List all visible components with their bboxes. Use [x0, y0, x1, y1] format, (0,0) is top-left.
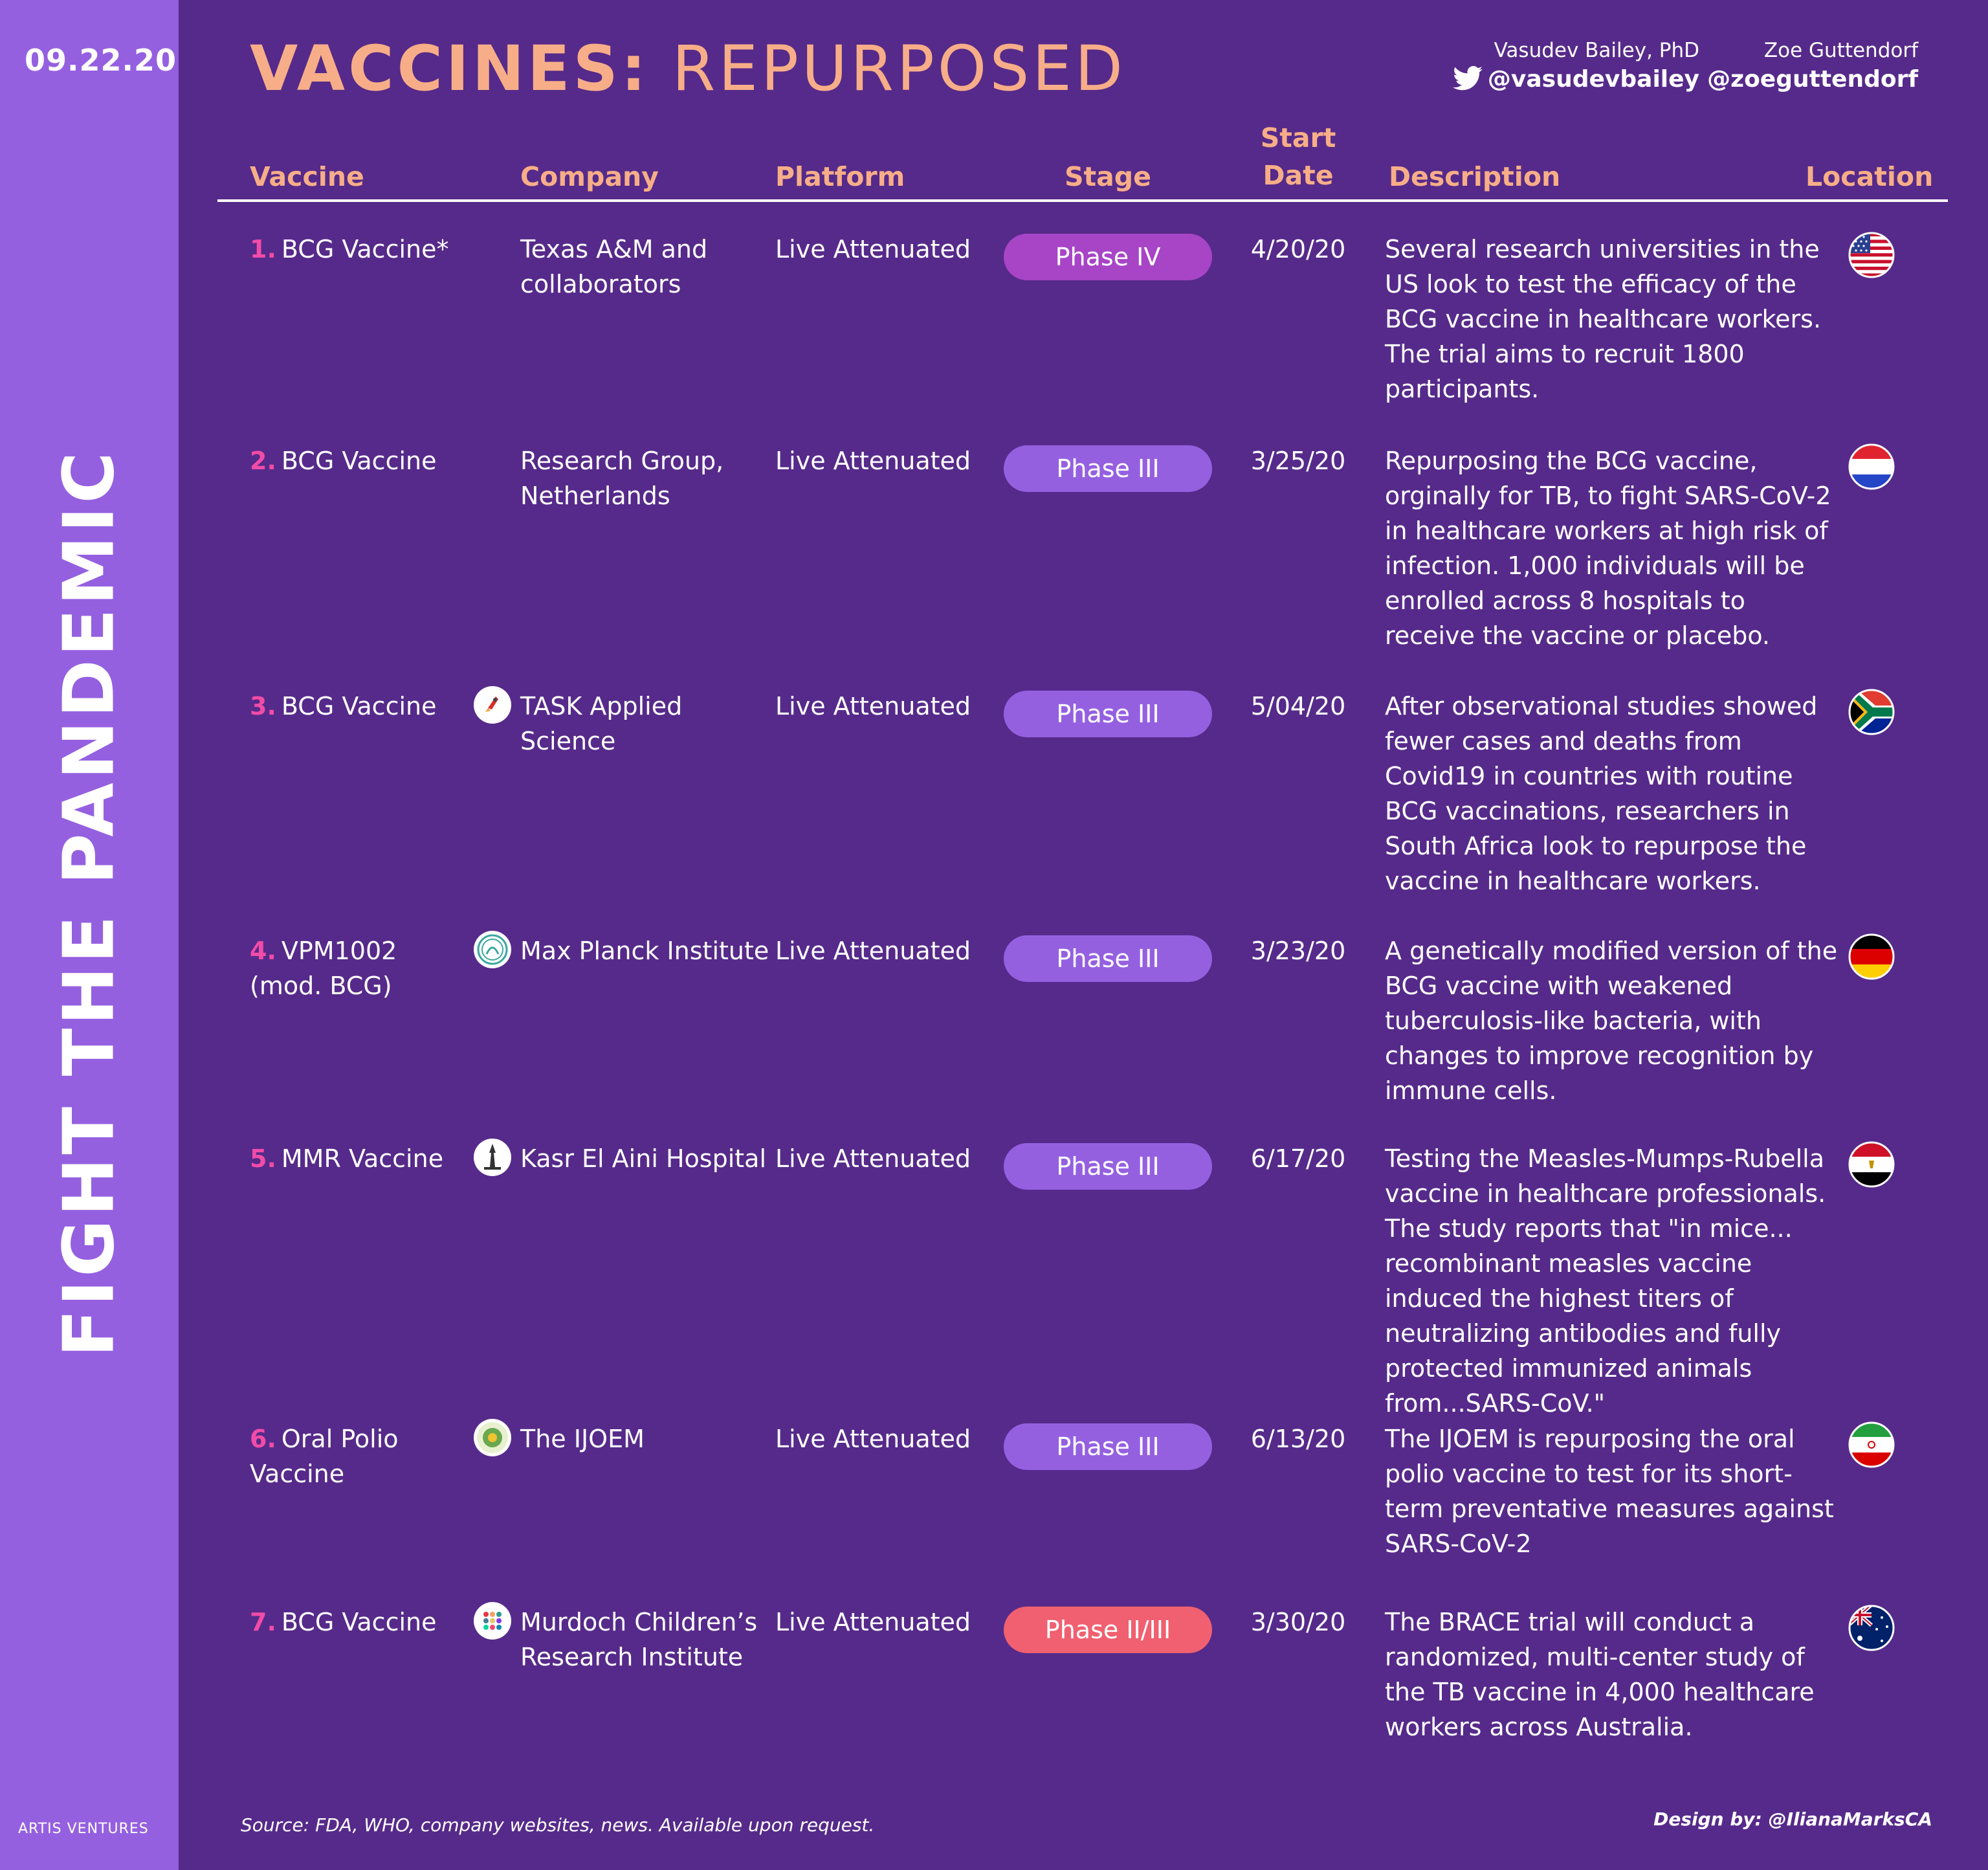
- author-name: Zoe Guttendorf: [1763, 39, 1918, 62]
- iran-flag-icon: [1848, 1421, 1895, 1468]
- company-name: The IJOEM: [520, 1425, 645, 1453]
- twitter-bird-icon: [1453, 66, 1483, 96]
- start-date: 3/25/20: [1250, 447, 1346, 475]
- author-handle[interactable]: @zoeguttendorf: [1707, 66, 1918, 93]
- stage-badge: Phase II/III: [1004, 1607, 1212, 1653]
- description-text: Several research universities in the US look to test the efficacy of the BCG vaccine in healthcare workers. The trial aims to recruit 1800 participants.: [1385, 235, 1822, 403]
- author-handle-text: @vasudevbailey: [1487, 66, 1699, 93]
- south-africa-flag-icon: [1848, 689, 1895, 735]
- platform-name: Live Attenuated: [775, 1608, 971, 1636]
- start-date: 3/23/20: [1250, 937, 1346, 965]
- row-number: 5.: [250, 1144, 276, 1173]
- stage-badge: Phase III: [1004, 935, 1212, 982]
- author-name: Vasudev Bailey, PhD: [1494, 39, 1699, 62]
- australia-flag-icon: [1848, 1605, 1895, 1651]
- description-text: The BRACE trial will conduct a randomized, multi-center study of the TB vaccine in 4,000 healthcare workers across Australia.: [1385, 1608, 1815, 1741]
- page-title: [250, 32, 1126, 105]
- platform-name: Live Attenuated: [775, 235, 971, 263]
- start-date: 4/20/20: [1250, 235, 1346, 263]
- vaccine-cell: [250, 1421, 463, 1491]
- vaccine-name: BCG Vaccine: [281, 692, 437, 720]
- row-number: 4.: [250, 937, 276, 965]
- stage-badge: Phase III: [1004, 691, 1212, 737]
- vaccine-name: BCG Vaccine: [281, 447, 437, 475]
- netherlands-flag-icon: [1848, 443, 1895, 490]
- vaccine-name: VPM1002 (mod. BCG): [250, 937, 397, 1000]
- sidebar-title: FIGHT THE PANDEMIC: [49, 449, 130, 1357]
- brand-label: ARTIS VENTURES: [18, 1821, 149, 1837]
- row-number: 2.: [250, 447, 276, 475]
- max-planck-logo-icon: [474, 931, 511, 968]
- description-text: Repurposing the BCG vaccine, orginally for TB, to fight SARS-CoV-2 in healthcare workers at high risk of infection. 1,000 individuals will be enrolled across 8 hospitals to receive the vaccine or placebo.: [1385, 447, 1831, 650]
- vaccine-cell: [250, 933, 463, 1003]
- ijoem-logo-icon: [474, 1419, 511, 1456]
- germany-flag-icon: [1848, 933, 1895, 980]
- header-start-line2: Date: [1263, 160, 1334, 191]
- vaccine-name: BCG Vaccine*: [281, 235, 449, 263]
- description-text: Testing the Measles-Mumps-Rubella vaccine in healthcare professionals. The study reports that "in mice... recombinant measles vaccine induced the highest titers of neutralizing antibodies and fully protected immunized animals from...SARS-CoV.": [1385, 1144, 1826, 1418]
- author-zoe: [1707, 39, 1918, 93]
- header-location: Location: [1806, 161, 1934, 192]
- company-name: Max Planck Institute: [520, 937, 769, 965]
- author-handle[interactable]: [1453, 66, 1699, 96]
- platform-name: Live Attenuated: [775, 692, 971, 720]
- usa-flag-icon: [1848, 232, 1895, 278]
- egypt-flag-icon: [1848, 1141, 1895, 1188]
- stage-badge: Phase IV: [1004, 234, 1212, 280]
- row-number: 6.: [250, 1425, 276, 1453]
- company-name: TASK Applied Science: [520, 692, 683, 755]
- task-logo-icon: [474, 686, 511, 724]
- description-text: The IJOEM is repurposing the oral polio vaccine to test for its short-term preventative measures against SARS-CoV-2: [1385, 1425, 1834, 1558]
- vaccine-cell: [250, 1605, 463, 1640]
- header-divider: [217, 199, 1948, 202]
- header-start-line1: Start: [1260, 122, 1336, 153]
- kasr-el-aini-logo-icon: [474, 1139, 511, 1176]
- row-number: 3.: [250, 692, 276, 720]
- start-date: 5/04/20: [1250, 692, 1346, 720]
- vaccine-cell: [250, 443, 463, 478]
- platform-name: Live Attenuated: [775, 1425, 971, 1453]
- source-note: Source: FDA, WHO, company websites, news. Available upon request.: [241, 1814, 875, 1836]
- date-label: 09.22.20: [25, 43, 177, 78]
- header-platform: Platform: [775, 161, 905, 192]
- page-title-light: REPURPOSED: [672, 32, 1126, 105]
- header-vaccine: Vaccine: [250, 161, 364, 192]
- vaccine-name: BCG Vaccine: [281, 1608, 437, 1636]
- start-date: 6/17/20: [1250, 1144, 1346, 1173]
- page-title-bold: VACCINES:: [250, 32, 650, 105]
- header-description: Description: [1389, 161, 1561, 192]
- sidebar: [0, 0, 179, 1870]
- vaccine-cell: [250, 1141, 463, 1176]
- company-name: Murdoch Children’s Research Institute: [520, 1608, 758, 1671]
- platform-name: Live Attenuated: [775, 1144, 971, 1173]
- start-date: 6/13/20: [1250, 1425, 1346, 1453]
- platform-name: Live Attenuated: [775, 937, 971, 965]
- vaccine-cell: [250, 232, 463, 267]
- row-number: 1.: [250, 235, 276, 263]
- company-name: Texas A&M and collaborators: [520, 235, 708, 298]
- row-number: 7.: [250, 1608, 276, 1636]
- vaccine-name: MMR Vaccine: [281, 1144, 444, 1173]
- vaccine-name: Oral Polio Vaccine: [250, 1425, 399, 1488]
- stage-badge: Phase III: [1004, 1143, 1212, 1190]
- stage-badge: Phase III: [1004, 445, 1212, 492]
- header-start-date: [1240, 119, 1356, 194]
- company-name: Research Group, Netherlands: [520, 447, 724, 510]
- header-company: Company: [520, 161, 659, 192]
- platform-name: Live Attenuated: [775, 447, 971, 475]
- header-stage: Stage: [1065, 161, 1151, 192]
- stage-badge: Phase III: [1004, 1423, 1212, 1470]
- description-text: After observational studies showed fewer cases and deaths from Covid19 in countries with routine BCG vaccinations, researchers in South Africa look to repurpose the vaccine in healthcare workers.: [1385, 692, 1818, 895]
- start-date: 3/30/20: [1250, 1608, 1346, 1636]
- description-text: A genetically modified version of the BCG vaccine with weakened tuberculosis-like bacteria, with changes to improve recognition by immune cells.: [1385, 937, 1838, 1105]
- vaccine-cell: [250, 689, 463, 724]
- murdoch-logo-icon: [474, 1602, 511, 1640]
- company-name: Kasr El Aini Hospital: [520, 1144, 766, 1173]
- author-vasudev: [1453, 39, 1699, 96]
- design-credit: Design by: @IlianaMarksCA: [1653, 1809, 1932, 1830]
